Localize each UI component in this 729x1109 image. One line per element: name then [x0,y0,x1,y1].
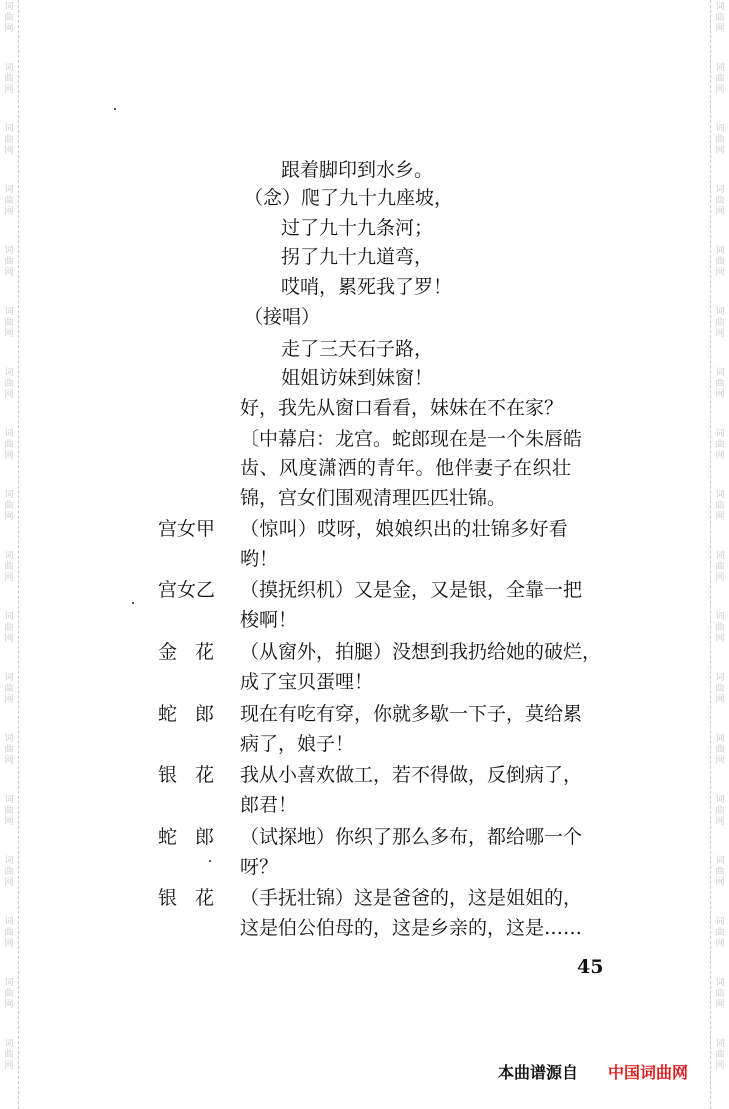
text-line: 哎哨，累死我了罗！ [281,276,453,298]
watermark-stamp: 词 曲 网 [715,1039,725,1071]
watermark-stamp: 词 曲 网 [715,612,725,644]
watermark-stamp: 词 曲 网 [715,307,725,339]
speaker-name: 银花 [158,764,233,786]
watermark-stamp: 词 曲 网 [715,856,725,888]
text-line: 过了九十九条河； [281,217,434,239]
watermark-stamp: 词 曲 网 [4,2,14,34]
watermark-stamp: 词 曲 网 [715,185,725,217]
watermark-stamp: 词 曲 网 [4,551,14,583]
watermark-stamp: 词 曲 网 [715,2,725,34]
speaker-name: 宫女甲 [158,518,216,540]
watermark-stamp: 词 曲 网 [715,63,725,95]
dialogue-line: 哟！ [240,548,279,570]
watermark-stamp: 词 曲 网 [4,612,14,644]
watermark-stamp: 词 曲 网 [4,978,14,1010]
dialogue-line: 郎君！ [240,794,298,816]
print-speck [209,860,211,862]
watermark-stamp: 词 曲 网 [715,673,725,705]
watermark-stamp: 词 曲 网 [715,917,725,949]
page-number: 45 [577,956,604,978]
watermark-stamp: 词 曲 网 [715,124,725,156]
dialogue-line: 现在有吃有穿，你就多歇一下子，莫给累 [240,703,583,725]
speaker-name: 宫女乙 [158,579,216,601]
footer-source-text: 本曲谱源自 [498,1063,579,1082]
text-line: （念）爬了九十九座坡， [244,187,454,209]
watermark-stamp: 词 曲 网 [715,490,725,522]
text-line: 跟着脚印到水乡。 [281,159,434,181]
dialogue-line: 呀？ [240,856,279,878]
watermark-stamp: 词 曲 网 [4,246,14,278]
dialogue-line: （从窗外，拍腿）没想到我扔给她的破烂， [240,641,602,663]
text-line: 好，我先从窗口看看，妹妹在不在家？ [240,397,564,419]
print-speck [114,108,116,110]
speaker-name: 蛇郎 [158,703,233,725]
watermark-stamp: 词 曲 网 [4,673,14,705]
watermark-stamp: 词 曲 网 [4,307,14,339]
stage-direction: 〔中幕启：龙宫。蛇郎现在是一个朱唇皓 [240,428,583,450]
speaker-name: 银花 [158,887,233,909]
speaker-name: 蛇郎 [158,826,233,848]
dialogue-line: （试探地）你织了那么多布，都给哪一个 [240,826,583,848]
watermark-stamp: 词 曲 网 [4,124,14,156]
watermark-stamp: 词 曲 网 [4,856,14,888]
watermark-stamp: 词 曲 网 [4,490,14,522]
dialogue-line: （惊叫）哎呀，娘娘织出的壮锦多好看 [240,518,569,540]
watermark-stamp: 词 曲 网 [715,368,725,400]
dialogue-line: 我从小喜欢做工，若不得做，反倒病了， [240,764,583,786]
footer-brand-name: 中国词曲网 [608,1063,689,1082]
watermark-stamp: 词 曲 网 [4,368,14,400]
watermark-stamp: 词 曲 网 [715,978,725,1010]
dialogue-line: 梭啊！ [240,609,298,631]
watermark-stamp: 词 曲 网 [4,917,14,949]
print-speck [132,602,134,604]
text-line: 走了三天石子路， [281,338,434,360]
watermark-stamp: 词 曲 网 [715,551,725,583]
text-line: 姐姐访妹到妹窗！ [281,367,434,389]
stage-direction: 齿、风度潇洒的青年。他伴妻子在织壮 [240,457,572,479]
watermark-stamp: 词 曲 网 [4,795,14,827]
dialogue-line: 成了宝贝蛋哩！ [240,671,374,693]
watermark-stamp: 词 曲 网 [715,246,725,278]
dialogue-line: 病了，娘子！ [240,733,355,755]
dialogue-line: 这是伯公伯母的，这是乡亲的，这是…… [240,917,583,939]
dialogue-line: （摸抚织机）又是金，又是银，全靠一把 [240,579,583,601]
watermark-stamp: 词 曲 网 [4,63,14,95]
text-line: （接唱） [244,306,321,328]
speaker-name: 金花 [158,641,233,663]
text-line: 拐了九十九道弯， [281,246,434,268]
dialogue-line: （手抚壮锦）这是爸爸的，这是姐姐的， [240,887,583,909]
watermark-stamp: 词 曲 网 [4,734,14,766]
stage-direction: 锦，宫女们围观清理匹匹壮锦。 [240,487,507,509]
watermark-stamp: 词 曲 网 [715,734,725,766]
watermark-stamp: 词 曲 网 [715,429,725,461]
watermark-stamp: 词 曲 网 [4,1039,14,1071]
watermark-stamp: 词 曲 网 [4,185,14,217]
watermark-stamp: 词 曲 网 [715,795,725,827]
watermark-stamp: 词 曲 网 [4,429,14,461]
